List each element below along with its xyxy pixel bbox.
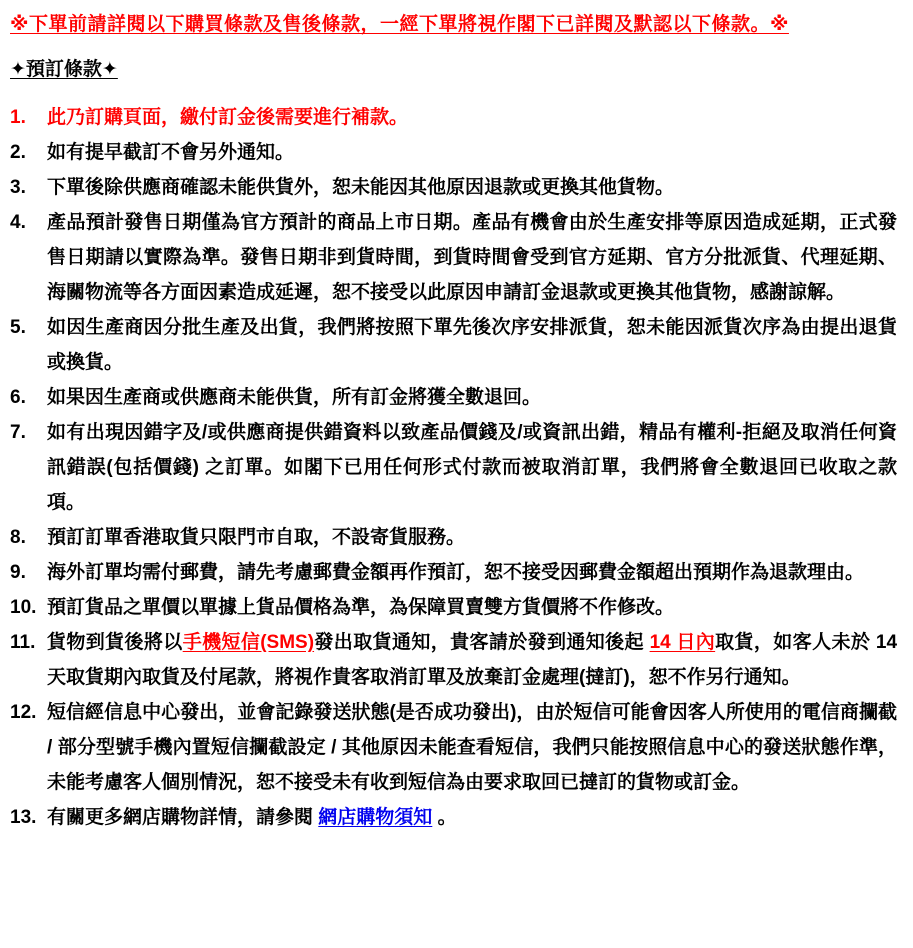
term-text-segment: 發出取貨通知，貴客請於發到通知後起 [314, 632, 650, 653]
term-item-12 [10, 695, 897, 800]
term-number: 10. [10, 597, 37, 618]
term-text [47, 625, 897, 695]
term-text [47, 170, 897, 205]
term-item-11 [10, 625, 897, 695]
purchase-terms-notice-title: ※下單前請詳閱以下購買條款及售後條款，一經下單將視作閣下已詳閱及默認以下條款。※ [10, 14, 789, 35]
term-number: 11. [10, 632, 36, 653]
term-text [47, 310, 897, 380]
term-item-10 [10, 590, 897, 625]
term-text-segment: 如因生產商因分批生產及出貨，我們將按照下單先後次序安排派貨，恕未能因派貨次序為由提出退貨或換貨。 [47, 317, 897, 373]
pre-order-terms-section-title: ✦預訂條款✦ [10, 59, 118, 80]
term-text-segment: 此乃訂購頁面，繳付訂金後需要進行補款。 [47, 107, 409, 128]
terms-list [10, 100, 897, 835]
term-text [47, 380, 897, 415]
term-item-7 [10, 415, 897, 520]
term-number: 5. [10, 317, 26, 338]
term-text-segment: 短信經信息中心發出，並會記錄發送狀態(是否成功發出)，由於短信可能會因客人所使用的電信商攔截 / 部分型號手機內置短信攔截設定 / 其他原因未能查看短信，我們只能按照信息中心的發送狀態作準，未能考慮客人個別情況，恕不接受未有收到短信為由要求取回已撻訂的貨物或訂金。 [47, 702, 897, 793]
term-number: 4. [10, 212, 26, 233]
term-item-4 [10, 205, 897, 310]
term-text [47, 520, 897, 555]
term-text-segment: 預訂貨品之單價以單據上貨品價格為準，為保障買賣雙方貨價將不作修改。 [47, 597, 675, 618]
term-text [47, 800, 897, 835]
term-text [47, 555, 897, 590]
term-text-segment: 產品預計發售日期僅為官方預計的商品上市日期。產品有機會由於生產安排等原因造成延期，正式發售日期請以實際為準。發售日期非到貨時間，到貨時間會受到官方延期、官方分批派貨、代理延期、海關物流等各方面因素造成延遲，恕不接受以此原因申請訂金退款或更換其他貨物，感謝諒解。 [47, 212, 897, 303]
term-item-9 [10, 555, 897, 590]
term-number: 13. [10, 807, 37, 828]
term-text-segment: 如果因生產商或供應商未能供貨，所有訂金將獲全數退回。 [47, 387, 542, 408]
term-text-segment: 。 [432, 807, 457, 828]
store-shopping-guide-link[interactable]: 網店購物須知 [318, 807, 433, 828]
term-text [47, 100, 897, 135]
term-number: 9. [10, 562, 26, 583]
term-number: 7. [10, 422, 26, 443]
term-text-segment: 如有提早截訂不會另外通知。 [47, 142, 295, 163]
term-item-6 [10, 380, 897, 415]
term-text-segment: 預訂訂單香港取貨只限門市自取，不設寄貨服務。 [47, 527, 466, 548]
term-number: 6. [10, 387, 26, 408]
term-item-13 [10, 800, 897, 835]
term-text [47, 135, 897, 170]
term-text [47, 695, 897, 800]
pickup-deadline-highlight: 14 日內 [649, 632, 716, 653]
term-number: 1. [10, 107, 26, 128]
term-item-8 [10, 520, 897, 555]
term-number: 12. [10, 702, 37, 723]
term-text-segment: 貨物到貨後將以 [47, 632, 183, 653]
term-text [47, 205, 897, 310]
term-text [47, 415, 897, 520]
sms-highlight: 手機短信(SMS) [182, 632, 315, 653]
term-text [47, 590, 897, 625]
term-text-segment: 有關更多網店購物詳情，請參閱 [47, 807, 319, 828]
term-text-segment: 取貨，如客人未於 14 天取貨期內取貨及付尾款，將視作貴客取消訂單及放棄訂金處理(撻訂)，恕不作另行通知。 [47, 632, 898, 688]
term-item-5 [10, 310, 897, 380]
term-item-2 [10, 135, 897, 170]
term-text-segment: 如有出現因錯字及/或供應商提供錯資料以致產品價錢及/或資訊出錯，精品有權利-拒絕及取消任何資訊錯誤(包括價錢) 之訂單。如閣下已用任何形式付款而被取消訂單，我們將會全數退回已收取之款項。 [47, 422, 897, 513]
term-text-segment: 海外訂單均需付郵費，請先考慮郵費金額再作預訂，恕不接受因郵費金額超出預期作為退款理由。 [47, 562, 865, 583]
term-text-segment: 下單後除供應商確認未能供貨外，恕未能因其他原因退款或更換其他貨物。 [47, 177, 675, 198]
term-number: 2. [10, 142, 26, 163]
term-number: 3. [10, 177, 26, 198]
term-item-3 [10, 170, 897, 205]
term-number: 8. [10, 527, 26, 548]
term-item-1 [10, 100, 897, 135]
